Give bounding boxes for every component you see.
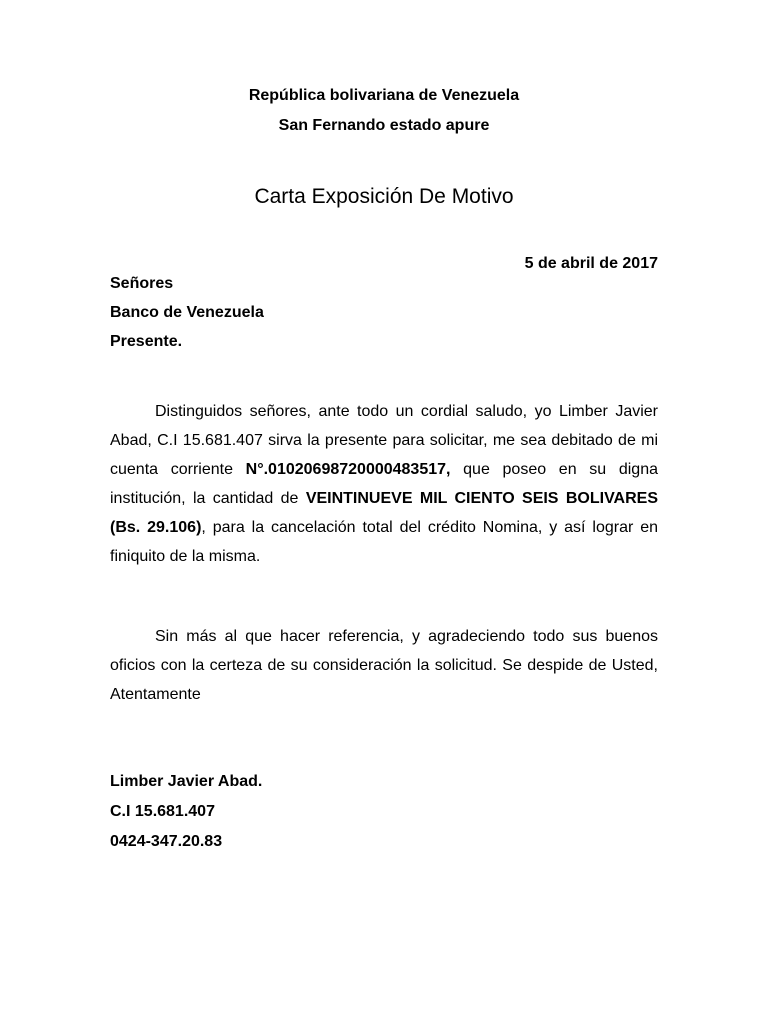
body1-text-b: que poseo en su digna institución, la cantidad de <box>110 461 658 507</box>
signature-phone: 0424-347.20.83 <box>110 833 223 850</box>
recipient-bank: Banco de Venezuela <box>110 304 264 321</box>
signature-id: C.I 15.681.407 <box>110 803 215 820</box>
recipient-presente: Presente. <box>110 333 183 350</box>
body1-text-c: , para la cancelación total del crédito Nomina, y así lograr en finiquito de la misma. <box>110 519 659 565</box>
body-paragraph-2: Sin más al que hacer referencia, y agradeciendo todo sus buenos oficios con la certeza de su consideración la solicitud. Se despide de Usted, Atentamente <box>110 628 658 703</box>
header-country: República bolivariana de Venezuela <box>248 87 520 104</box>
signature-name: Limber Javier Abad. <box>110 773 263 790</box>
body-paragraph-1 <box>110 397 658 571</box>
body1-text-a: Distinguidos señores, ante todo un cordial saludo, yo Limber Javier Abad, C.I 15.681.407 sirva la presente para solicitar, me sea debitado de mi cuenta corriente <box>110 403 658 478</box>
letter-title: Carta Exposición De Motivo <box>254 185 514 208</box>
header-location: San Fernando estado apure <box>278 117 490 134</box>
letter-date: 5 de abril de 2017 <box>524 255 658 272</box>
recipient-salutation: Señores <box>110 275 174 292</box>
amount-text: VEINTINUEVE MIL CIENTO SEIS BOLIVARES (Bs. 29.106) <box>110 490 658 536</box>
account-number: N°.01020698720000483517, <box>245 461 451 478</box>
